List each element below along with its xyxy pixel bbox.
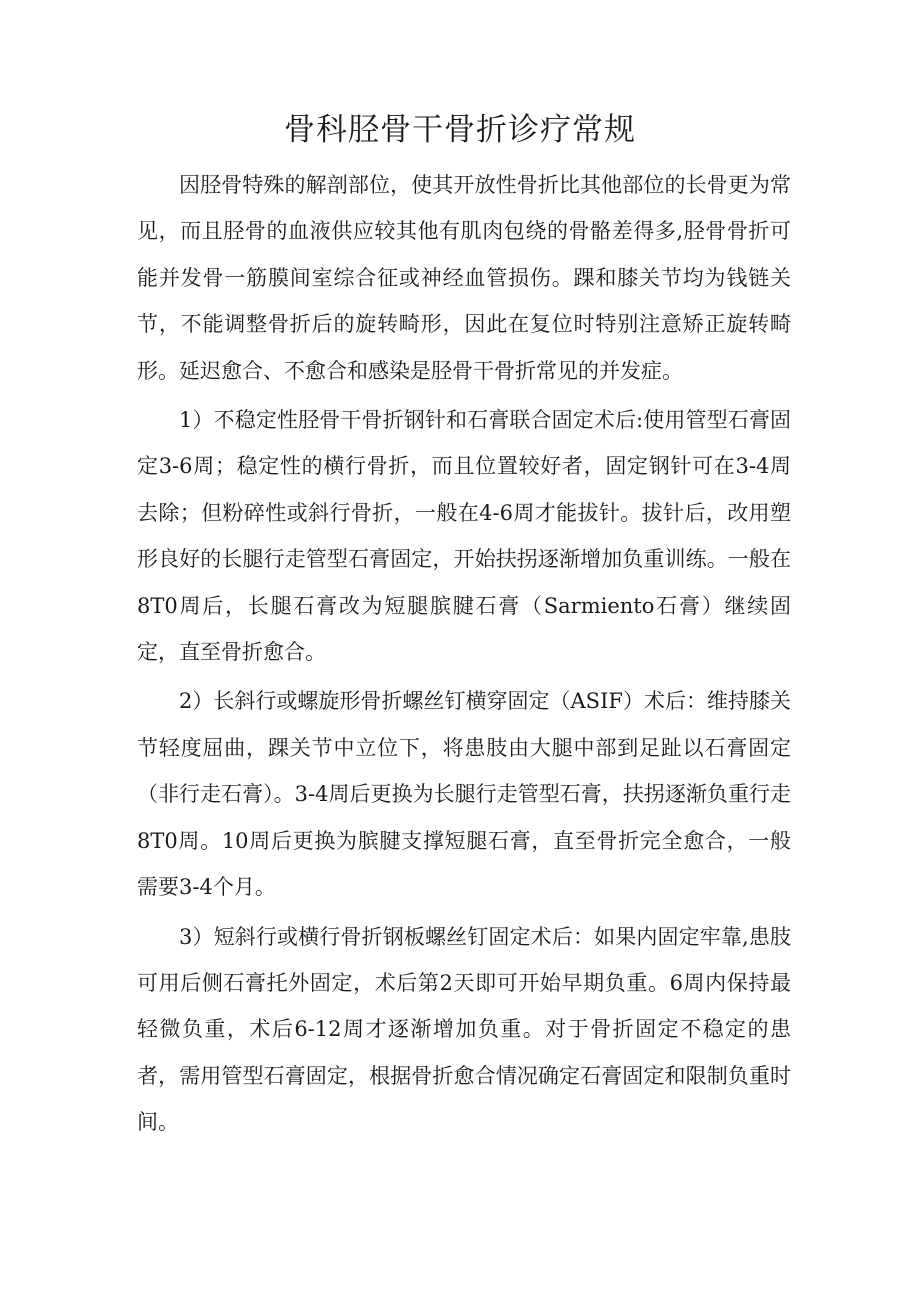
paragraph-item-2: 2）长斜行或螺旋形骨折螺丝钉横穿固定（ASIF）术后：维持膝关节轻度屈曲，踝关节中立位下，将患肢由大腿中部到足趾以石膏固定（非行走石膏）。3-4周后更换为长腿行走管型石膏，扶拐逐渐负重行走8T0周。10周后更换为膑腱支撑短腿石膏，直至骨折完全愈合，一般需要3-4个月。 <box>137 689 791 900</box>
paragraph-item-1: 1）不稳定性胫骨干骨折钢针和石膏联合固定术后:使用管型石膏固定3-6周；稳定性的横行骨折，而且位置较好者，固定钢针可在3-4周去除；但粉碎性或斜行骨折，一般在4-6周才能拔针。拔针后，改用塑形良好的长腿行走管型石膏固定，开始扶拐逐渐增加负重训练。一般在8T0周后，长腿石膏改为短腿膑腱石膏（Sarmiento石膏）继续固定，直至骨折愈合。 <box>137 408 791 665</box>
paragraph-item-3: 3）短斜行或横行骨折钢板螺丝钉固定术后：如果内固定牢靠,患肢可用后侧石膏托外固定，术后第2天即可开始早期负重。6周内保持最轻微负重，术后6-12周才逐渐增加负重。对于骨折固定不稳定的患者，需用管型石膏固定，根据骨折愈合情况确定石膏固定和限制负重时间。 <box>137 924 791 1135</box>
document-title: 骨科胫骨干骨折诊疗常规 <box>284 112 636 148</box>
document-body <box>137 162 791 1146</box>
paragraph-intro: 因胫骨特殊的解剖部位，使其开放性骨折比其他部位的长骨更为常见，而且胫骨的血液供应较其他有肌肉包绕的骨骼差得多,胫骨骨折可能并发骨一筋膜间室综合征或神经血管损伤。踝和膝关节均为钱链关节，不能调整骨折后的旋转畸形，因此在复位时特别注意矫正旋转畸形。延迟愈合、不愈合和感染是胫骨干骨折常见的并发症。 <box>137 173 791 383</box>
